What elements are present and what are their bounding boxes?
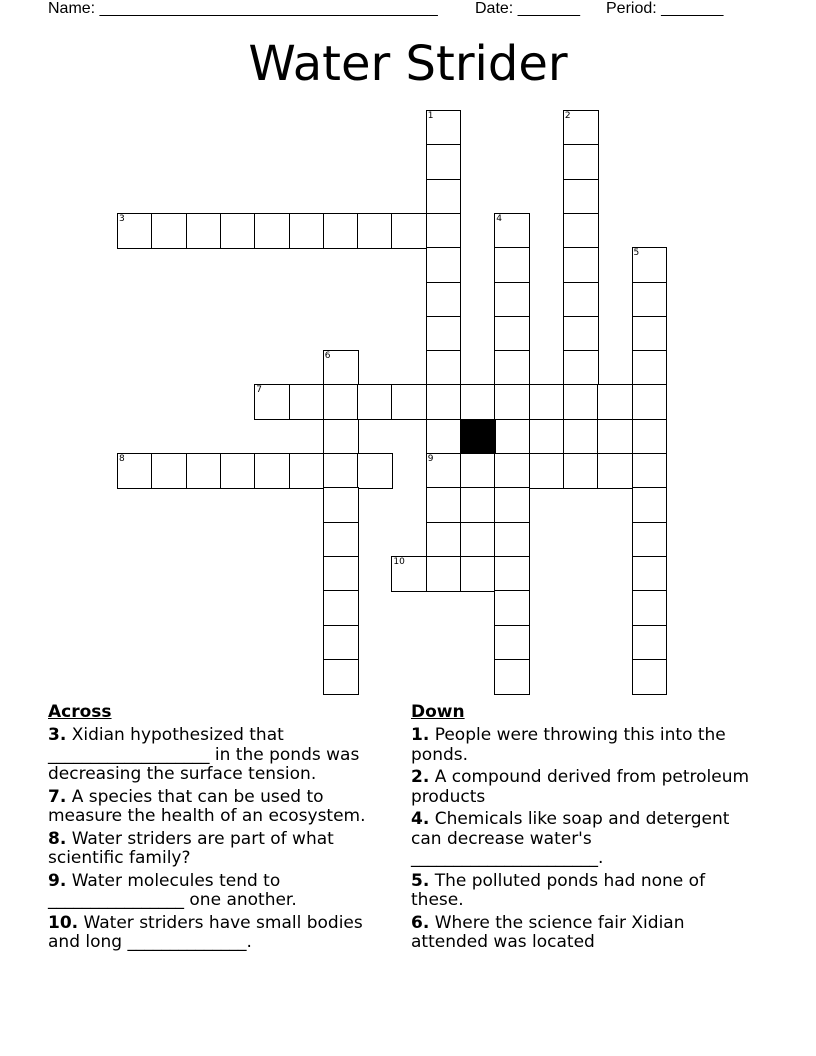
grid-cell[interactable] bbox=[632, 556, 668, 592]
grid-cell[interactable] bbox=[460, 487, 496, 523]
grid-cell[interactable] bbox=[426, 419, 462, 455]
clue-across-7 bbox=[48, 788, 398, 827]
grid-cell[interactable] bbox=[632, 282, 668, 318]
clue-number: 3. bbox=[48, 725, 67, 745]
grid-cell[interactable] bbox=[563, 419, 599, 455]
grid-cell[interactable] bbox=[632, 384, 668, 420]
grid-cell[interactable] bbox=[563, 350, 599, 386]
clue-number: 9. bbox=[48, 870, 67, 891]
grid-cell[interactable] bbox=[494, 556, 530, 592]
grid-cell[interactable] bbox=[323, 213, 359, 249]
clue-text: Chemicals like soap and detergent can decrease water's ______________________. bbox=[411, 809, 730, 868]
across-clues bbox=[48, 702, 398, 956]
clue-down-1 bbox=[411, 726, 761, 765]
blocked-cell bbox=[460, 419, 496, 455]
down-heading: Down bbox=[411, 702, 465, 722]
clue-text: The polluted ponds had none of these. bbox=[411, 870, 706, 910]
grid-cell[interactable] bbox=[563, 282, 599, 318]
cell-number: 3 bbox=[119, 213, 125, 224]
grid-cell[interactable] bbox=[494, 453, 530, 489]
cell-number: 10 bbox=[393, 556, 405, 567]
cell-number: 8 bbox=[119, 454, 125, 464]
grid-cell[interactable] bbox=[632, 350, 668, 386]
grid-cell[interactable] bbox=[151, 213, 187, 249]
grid-cell[interactable] bbox=[391, 384, 427, 420]
clue-across-10 bbox=[48, 914, 398, 953]
grid-cell[interactable] bbox=[323, 487, 359, 523]
grid-cell[interactable] bbox=[597, 453, 633, 489]
grid-cell[interactable] bbox=[186, 453, 222, 489]
grid-cell[interactable] bbox=[563, 213, 599, 249]
clue-text: Water striders have small bodies and long ______________. bbox=[48, 912, 363, 952]
grid-cell[interactable] bbox=[357, 213, 393, 249]
clue-down-2 bbox=[411, 768, 761, 807]
grid-cell[interactable] bbox=[494, 487, 530, 523]
grid-cell[interactable] bbox=[494, 247, 530, 283]
grid-cell[interactable] bbox=[323, 522, 359, 558]
grid-cell[interactable] bbox=[220, 213, 256, 249]
grid-cell[interactable] bbox=[426, 316, 462, 352]
name-field-label[interactable]: Name: ______________________________________ bbox=[48, 0, 438, 17]
grid-cell[interactable] bbox=[632, 625, 668, 661]
grid-cell[interactable] bbox=[494, 659, 530, 695]
grid-cell[interactable] bbox=[494, 625, 530, 661]
grid-cell[interactable] bbox=[494, 590, 530, 626]
grid-cell[interactable] bbox=[117, 213, 153, 249]
grid-cell[interactable] bbox=[323, 419, 359, 455]
grid-cell[interactable] bbox=[632, 316, 668, 352]
clue-across-3 bbox=[48, 726, 398, 785]
grid-cell[interactable] bbox=[289, 453, 325, 489]
grid-cell[interactable] bbox=[426, 453, 462, 489]
grid-cell[interactable] bbox=[597, 384, 633, 420]
clue-text: People were throwing this into the ponds. bbox=[411, 725, 726, 765]
clue-number: 6. bbox=[411, 912, 430, 933]
grid-cell[interactable] bbox=[632, 522, 668, 558]
down-clues bbox=[411, 702, 761, 956]
clue-number: 10. bbox=[48, 912, 79, 933]
grid-cell[interactable] bbox=[323, 453, 359, 489]
grid-cell[interactable] bbox=[494, 350, 530, 386]
cell-number: 4 bbox=[496, 213, 503, 224]
cell-number: 5 bbox=[633, 248, 640, 259]
clue-across-8 bbox=[48, 830, 398, 869]
clue-text: Xidian hypothesized that ___________________ in the ponds was decreasing the surface tension. bbox=[48, 725, 360, 784]
clue-number: 5. bbox=[411, 870, 430, 891]
grid-cell[interactable] bbox=[563, 179, 599, 215]
grid-cell[interactable] bbox=[391, 556, 427, 592]
clue-text: A compound derived from petroleum products bbox=[411, 767, 750, 807]
grid-cell[interactable] bbox=[426, 213, 462, 249]
grid-cell[interactable] bbox=[460, 556, 496, 592]
grid-cell[interactable] bbox=[632, 247, 668, 283]
grid-cell[interactable] bbox=[597, 419, 633, 455]
clue-text: A species that can be used to measure the health of an ecosystem. bbox=[48, 786, 366, 826]
grid-cell[interactable] bbox=[426, 384, 462, 420]
clue-text: Water molecules tend to ________________ one another. bbox=[48, 870, 297, 910]
grid-cell[interactable] bbox=[563, 110, 599, 146]
clue-number: 7. bbox=[48, 786, 67, 807]
clue-number: 8. bbox=[48, 828, 67, 849]
grid-cell[interactable] bbox=[426, 350, 462, 386]
date-field-label[interactable]: Date: _______ bbox=[475, 0, 580, 17]
grid-cell[interactable] bbox=[391, 213, 427, 249]
grid-cell[interactable] bbox=[494, 282, 530, 318]
grid-cell[interactable] bbox=[426, 110, 462, 146]
clue-down-6 bbox=[411, 914, 761, 953]
grid-cell[interactable] bbox=[323, 590, 359, 626]
grid-cell[interactable] bbox=[323, 350, 359, 386]
clue-down-5 bbox=[411, 872, 761, 911]
grid-cell[interactable] bbox=[151, 453, 187, 489]
grid-cell[interactable] bbox=[289, 213, 325, 249]
clue-across-9 bbox=[48, 872, 398, 911]
grid-cell[interactable] bbox=[357, 384, 393, 420]
clue-number: 2. bbox=[411, 767, 430, 787]
period-field-label[interactable]: Period: _______ bbox=[606, 0, 724, 17]
across-heading: Across bbox=[48, 702, 112, 722]
grid-cell[interactable] bbox=[494, 213, 530, 249]
grid-cell[interactable] bbox=[632, 659, 668, 695]
grid-cell[interactable] bbox=[220, 453, 256, 489]
grid-cell[interactable] bbox=[426, 522, 462, 558]
cell-number: 2 bbox=[564, 111, 571, 121]
cell-number: 1 bbox=[427, 111, 434, 121]
grid-cell[interactable] bbox=[323, 659, 359, 695]
grid-cell[interactable] bbox=[494, 419, 530, 455]
grid-cell[interactable] bbox=[426, 179, 462, 215]
grid-cell[interactable] bbox=[494, 384, 530, 420]
grid-cell[interactable] bbox=[460, 522, 496, 558]
page-title: Water Strider bbox=[248, 36, 568, 92]
clue-down-4 bbox=[411, 810, 761, 869]
grid-cell[interactable] bbox=[323, 384, 359, 420]
grid-cell[interactable] bbox=[117, 453, 153, 489]
clue-number: 4. bbox=[411, 809, 430, 829]
grid-cell[interactable] bbox=[632, 453, 668, 489]
clue-text: Water striders are part of what scientific family? bbox=[48, 828, 334, 868]
grid-cell[interactable] bbox=[563, 316, 599, 352]
grid-cell[interactable] bbox=[529, 419, 565, 455]
grid-cell[interactable] bbox=[460, 384, 496, 420]
grid-cell[interactable] bbox=[529, 453, 565, 489]
grid-cell[interactable] bbox=[186, 213, 222, 249]
cell-number: 9 bbox=[427, 454, 434, 464]
cell-number: 7 bbox=[256, 385, 262, 396]
grid-cell[interactable] bbox=[426, 556, 462, 592]
grid-cell[interactable] bbox=[494, 316, 530, 352]
grid-cell[interactable] bbox=[632, 487, 668, 523]
grid-cell[interactable] bbox=[254, 453, 290, 489]
grid-cell[interactable] bbox=[426, 247, 462, 283]
grid-cell[interactable] bbox=[289, 384, 325, 420]
cell-number: 6 bbox=[324, 351, 331, 362]
grid-cell[interactable] bbox=[323, 556, 359, 592]
grid-cell[interactable] bbox=[563, 384, 599, 420]
clue-number: 1. bbox=[411, 725, 430, 745]
grid-cell[interactable] bbox=[254, 384, 290, 420]
grid-cell[interactable] bbox=[426, 144, 462, 180]
grid-cell[interactable] bbox=[529, 384, 565, 420]
grid-cell[interactable] bbox=[357, 453, 393, 489]
grid-cell[interactable] bbox=[426, 282, 462, 318]
grid-cell[interactable] bbox=[460, 453, 496, 489]
grid-cell[interactable] bbox=[563, 247, 599, 283]
grid-cell[interactable] bbox=[563, 453, 599, 489]
grid-cell[interactable] bbox=[426, 487, 462, 523]
grid-cell[interactable] bbox=[254, 213, 290, 249]
grid-cell[interactable] bbox=[323, 625, 359, 661]
grid-cell[interactable] bbox=[563, 144, 599, 180]
grid-cell[interactable] bbox=[632, 419, 668, 455]
clue-text: Where the science fair Xidian attended was located bbox=[411, 912, 685, 952]
grid-cell[interactable] bbox=[494, 522, 530, 558]
grid-cell[interactable] bbox=[632, 590, 668, 626]
